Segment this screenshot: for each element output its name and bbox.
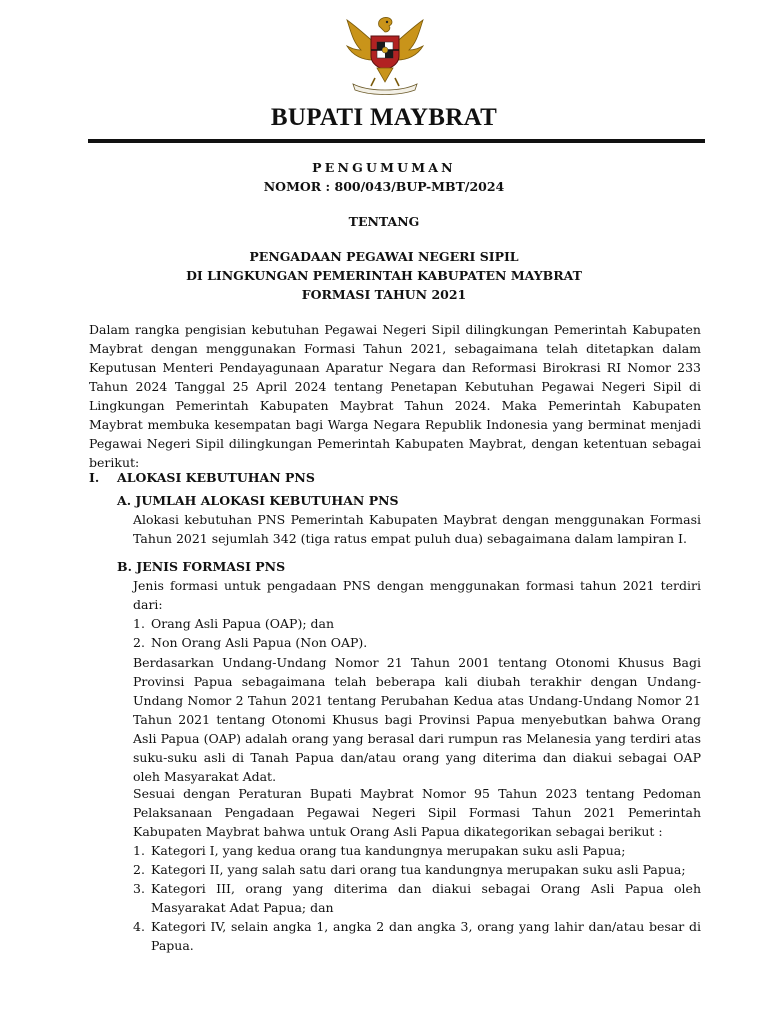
list-number: 1. xyxy=(133,843,145,858)
intro-text: Dalam rangka pengisian kebutuhan Pegawai Negeri Sipil dilingkungan Pemerintah Kabupaten Maybrat dengan menggunakan Formasi Tahun 2021, sebagaimana telah ditetapkan dalam Keputusan Menteri Pendayagunaan Aparatur Negara dan Reformasi Birokrasi RI Nomor 233 Tahun 2024 Tanggal 25 April 2024 tentang Penetapan Kebutuhan Pegawai Negeri Sipil di Lingkungan Pemerintah Kabupaten Maybrat Tahun 2024. Maka Pemerintah Kabupaten Maybrat membuka kesempatan bagi Warga Negara Republik Indonesia yang berminat menjadi Pegawai Negeri Sipil dilingkungan Pemerintah Kabupaten Maybrat, dengan ketentuan sebagai berikut: xyxy=(89,322,701,470)
list-item xyxy=(133,879,701,917)
list-text: Kategori IV, selain angka 1, angka 2 dan angka 3, orang yang lahir dan/atau besar di Papua. xyxy=(151,919,701,953)
subject-line-2: DI LINGKUNGAN PEMERINTAH KABUPATEN MAYBRAT xyxy=(186,268,582,283)
list-item xyxy=(133,633,701,652)
category-intro-paragraph xyxy=(133,784,701,955)
formation-type-list xyxy=(133,614,701,652)
category-list xyxy=(133,841,701,955)
subject-line-3: FORMASI TAHUN 2021 xyxy=(301,287,467,302)
category-intro-text: Sesuai dengan Peraturan Bupati Maybrat Nomor 95 Tahun 2023 tentang Pedoman Pelaksanaan Pengadaan Pegawai Negeri Sipil Formasi Tahun 2021 Pemerintah Kabupaten Maybrat bahwa untuk Orang Asli Papua dikategorikan sebagai berikut : xyxy=(133,786,701,839)
list-text: Kategori I, yang kedua orang tua kandungnya merupakan suku asli Papua; xyxy=(151,843,626,858)
list-number: 1. xyxy=(133,616,145,631)
subsection-a-text: Alokasi kebutuhan PNS Pemerintah Kabupaten Maybrat dengan menggunakan Formasi Tahun 2021 sejumlah 342 (tiga ratus empat puluh dua) sebagaimana dalam lampiran I. xyxy=(133,512,701,546)
subsection-a-title: A. JUMLAH ALOKASI KEBUTUHAN PNS xyxy=(117,493,399,508)
oap-definition-paragraph xyxy=(133,653,701,786)
intro-paragraph xyxy=(89,320,701,472)
list-number: 4. xyxy=(133,919,145,934)
list-item xyxy=(133,917,701,955)
list-text: Orang Asli Papua (OAP); dan xyxy=(151,616,335,631)
announcement-label: PENGUMUMAN xyxy=(312,160,456,175)
page-title: BUPATI MAYBRAT xyxy=(270,104,498,131)
subsection-a-body xyxy=(133,510,701,548)
list-text: Kategori II, yang salah satu dari orang tua kandungnya merupakan suku asli Papua; xyxy=(151,862,686,877)
oap-definition-text: Berdasarkan Undang-Undang Nomor 21 Tahun 2001 tentang Otonomi Khusus Bagi Provinsi Papua sebagaimana telah beberapa kali diubah terakhir dengan Undang-Undang Nomor 2 Tahun 2021 tentang Perubahan Kedua atas Undang-Undang Nomor 21 Tahun 2021 tentang Otonomi Khusus bagi Provinsi Papua menyebutkan bahwa Orang Asli Papua (OAP) adalah orang yang berasal dari rumpun ras Melanesia yang terdiri atas suku-suku asli di Tanah Papua dan/atau orang yang diterima dan diakui sebagai OAP oleh Masyarakat Adat. xyxy=(133,655,701,784)
list-item xyxy=(133,841,701,860)
subject-line-1: PENGADAAN PEGAWAI NEGERI SIPIL xyxy=(249,249,519,264)
subsection-b-text: Jenis formasi untuk pengadaan PNS dengan menggunakan formasi tahun 2021 terdiri dari: xyxy=(133,578,701,612)
announcement-number: NOMOR : 800/043/BUP-MBT/2024 xyxy=(263,179,505,194)
garuda-pancasila-emblem xyxy=(339,12,431,96)
list-item xyxy=(133,614,701,633)
subsection-b-title: B. JENIS FORMASI PNS xyxy=(117,559,286,574)
announcement-about: TENTANG xyxy=(348,214,420,229)
list-item xyxy=(133,860,701,879)
header-divider xyxy=(88,139,705,143)
list-text: Non Orang Asli Papua (Non OAP). xyxy=(151,635,368,650)
section-number: I. xyxy=(89,470,100,485)
list-text: Kategori III, orang yang diterima dan diakui sebagai Orang Asli Papua oleh Masyarakat Adat Papua; dan xyxy=(151,881,701,915)
section-title: ALOKASI KEBUTUHAN PNS xyxy=(117,470,315,485)
list-number: 3. xyxy=(133,881,145,896)
subsection-b-body xyxy=(133,576,701,652)
list-number: 2. xyxy=(133,862,145,877)
list-number: 2. xyxy=(133,635,145,650)
